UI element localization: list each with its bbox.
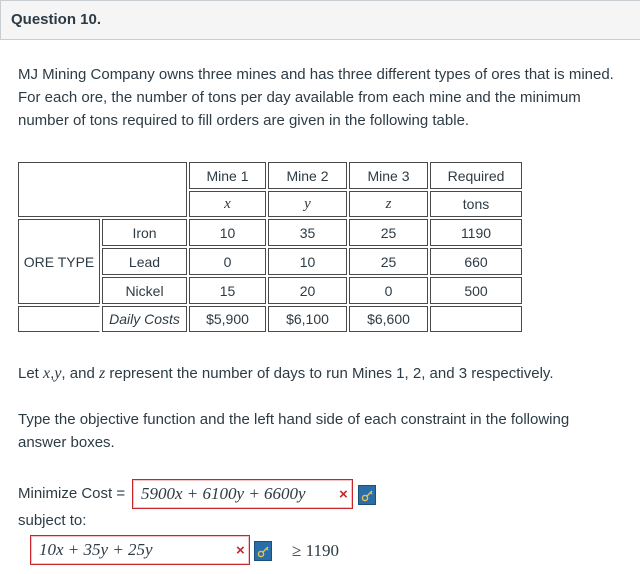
key-icon: [257, 545, 270, 558]
table-cell: 20: [268, 277, 347, 304]
table-cell: 15: [189, 277, 266, 304]
table-row-costs: [18, 306, 522, 332]
objective-key-button[interactable]: [358, 485, 376, 505]
col-header: Mine 1: [189, 162, 266, 189]
table-cell: 0: [349, 277, 428, 304]
objective-clear-icon[interactable]: ×: [339, 486, 348, 503]
table-cell: 35: [268, 219, 347, 246]
table-cell: 25: [349, 248, 428, 275]
constraint-1-rhs: ≥ 1190: [292, 541, 339, 560]
table-corner-cell: [18, 162, 187, 217]
col-var: tons: [430, 191, 522, 217]
var-x: x: [43, 365, 51, 382]
table-cell: 1190: [430, 219, 522, 246]
row-group-label: ORE TYPE: [18, 219, 100, 304]
row-label: Lead: [102, 248, 187, 275]
var-y: y: [54, 365, 62, 382]
col-header: Required: [430, 162, 522, 189]
var-z: z: [98, 365, 106, 382]
row-label: Iron: [102, 219, 187, 246]
constraint-1-input[interactable]: [30, 535, 250, 565]
row-label: Daily Costs: [102, 306, 187, 332]
constraint-1-value: 10x + 35y + 25y: [39, 540, 153, 559]
row-label: Nickel: [102, 277, 187, 304]
question-header: [0, 0, 640, 40]
ore-table: [16, 160, 524, 334]
variables-paragraph: Let x,y, and z represent the number of days to run Mines 1, 2, and 3 respectively.: [18, 365, 554, 382]
table-cell: 0: [189, 248, 266, 275]
table-cell: 25: [349, 219, 428, 246]
col-header: Mine 3: [349, 162, 428, 189]
constraint-1-key-button[interactable]: [254, 541, 272, 561]
table-cell: $6,100: [268, 306, 347, 332]
table-cell: $5,900: [189, 306, 266, 332]
col-header: Mine 2: [268, 162, 347, 189]
subject-to-label: subject to:: [18, 512, 87, 529]
objective-value: 5900x + 6100y + 6600y: [141, 484, 306, 503]
question-title: Question 10.: [11, 11, 102, 28]
table-cell: 500: [430, 277, 522, 304]
constraint-1-clear-icon[interactable]: ×: [236, 542, 245, 559]
instructions-paragraph: Type the objective function and the left hand side of each constraint in the following answer boxes.: [18, 411, 570, 451]
table-cell: $6,600: [349, 306, 428, 332]
table-cell-blank: [18, 306, 100, 332]
table-cell: 10: [189, 219, 266, 246]
question-intro: MJ Mining Company owns three mines and has three different types of ores that is mined. For each ore, the number of tons per day available from each mine and the minimum number of tons required to fill orders are given in the following table.: [18, 66, 614, 129]
col-var: z: [349, 191, 428, 217]
objective-label: Minimize Cost =: [18, 485, 126, 502]
table-cell: 10: [268, 248, 347, 275]
table-cell: 660: [430, 248, 522, 275]
key-icon: [361, 489, 374, 502]
col-var: y: [268, 191, 347, 217]
table-cell-blank: [430, 306, 522, 332]
objective-input[interactable]: [132, 479, 353, 509]
table-header-row: [18, 162, 522, 189]
table-row: [18, 219, 522, 246]
col-var: x: [189, 191, 266, 217]
